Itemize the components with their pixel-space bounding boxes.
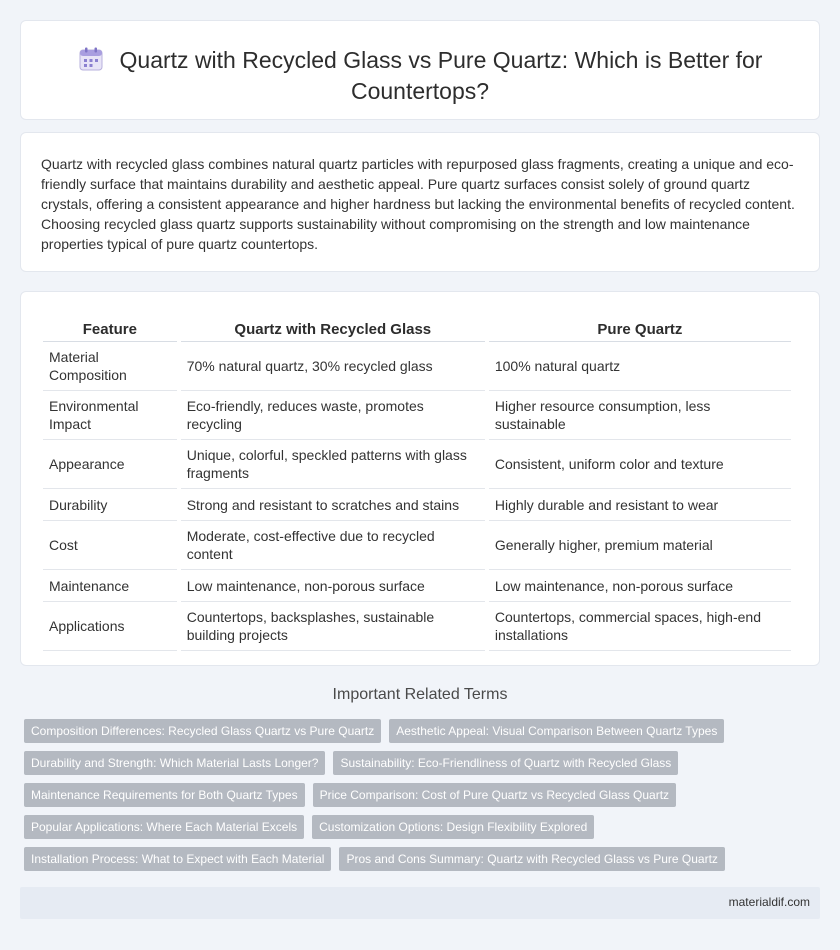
- recycled-glass-cell: Moderate, cost-effective due to recycled content: [181, 521, 485, 570]
- related-term-tag[interactable]: Sustainability: Eco-Friendliness of Quartz with Recycled Glass: [333, 751, 678, 775]
- pure-quartz-cell: Highly durable and resistant to wear: [489, 489, 791, 521]
- footer: [20, 887, 820, 919]
- related-term-tag[interactable]: Durability and Strength: Which Material Lasts Longer?: [24, 751, 325, 775]
- related-term-tag[interactable]: Customization Options: Design Flexibility Explored: [312, 815, 594, 839]
- comparison-table-card: [20, 291, 820, 666]
- related-term-tag[interactable]: Pros and Cons Summary: Quartz with Recycled Glass vs Pure Quartz: [339, 847, 724, 871]
- pure-quartz-cell: Generally higher, premium material: [489, 521, 791, 570]
- recycled-glass-cell: Eco-friendly, reduces waste, promotes recycling: [181, 391, 485, 440]
- related-term-tag[interactable]: Maintenance Requirements for Both Quartz Types: [24, 783, 305, 807]
- feature-cell: Environmental Impact: [43, 391, 177, 440]
- table-row: [43, 521, 791, 570]
- table-row: [43, 602, 791, 651]
- footer-site-link[interactable]: materialdif.com: [728, 895, 810, 909]
- feature-cell: Cost: [43, 521, 177, 570]
- pure-quartz-cell: Countertops, commercial spaces, high-end installations: [489, 602, 791, 651]
- pure-quartz-cell: Consistent, uniform color and texture: [489, 440, 791, 489]
- recycled-glass-cell: Unique, colorful, speckled patterns with glass fragments: [181, 440, 485, 489]
- feature-cell: Maintenance: [43, 570, 177, 602]
- related-term-tag[interactable]: Composition Differences: Recycled Glass Quartz vs Pure Quartz: [24, 719, 381, 743]
- table-row: [43, 440, 791, 489]
- recycled-glass-cell: Low maintenance, non-porous surface: [181, 570, 485, 602]
- recycled-glass-cell: Strong and resistant to scratches and stains: [181, 489, 485, 521]
- related-terms-tags: [24, 719, 824, 879]
- header-feature: Feature: [43, 312, 177, 342]
- recycled-glass-cell: Countertops, backsplashes, sustainable building projects: [181, 602, 485, 651]
- table-header-row: [43, 312, 791, 342]
- related-term-tag[interactable]: Popular Applications: Where Each Material Excels: [24, 815, 304, 839]
- header-card: [20, 20, 820, 120]
- intro-card: [20, 132, 820, 272]
- related-terms-title: Important Related Terms: [332, 686, 508, 703]
- feature-cell: Durability: [43, 489, 177, 521]
- pure-quartz-cell: Low maintenance, non-porous surface: [489, 570, 791, 602]
- related-term-tag[interactable]: Price Comparison: Cost of Pure Quartz vs Recycled Glass Quartz: [313, 783, 676, 807]
- page-title: Quartz with Recycled Glass vs Pure Quartz: Which is Better for Countertops?: [119, 47, 763, 104]
- feature-cell: Applications: [43, 602, 177, 651]
- feature-cell: Appearance: [43, 440, 177, 489]
- pure-quartz-cell: Higher resource consumption, less sustainable: [489, 391, 791, 440]
- pure-quartz-cell: 100% natural quartz: [489, 342, 791, 391]
- feature-cell: Material Composition: [43, 342, 177, 391]
- recycled-glass-cell: 70% natural quartz, 30% recycled glass: [181, 342, 485, 391]
- header-pure-quartz: Pure Quartz: [489, 312, 791, 342]
- table-row: [43, 342, 791, 391]
- related-term-tag[interactable]: Aesthetic Appeal: Visual Comparison Between Quartz Types: [389, 719, 724, 743]
- table-row: [43, 391, 791, 440]
- header-recycled-glass: Quartz with Recycled Glass: [181, 312, 485, 342]
- comparison-table: [39, 312, 795, 651]
- table-row: [43, 489, 791, 521]
- intro-paragraph: Quartz with recycled glass combines natural quartz particles with repurposed glass fragments, creating a unique and eco-friendly surface that maintains durability and aesthetic appeal. Pure quartz surfaces consist solely of ground quartz crystals, offering a consistent appearance and higher hardness but lacking the environmental benefits of recycled content. Choosing recycled glass quartz supports sustainability without compromising on the strength and low maintenance properties typical of pure quartz countertops.: [41, 156, 795, 252]
- calendar-icon: [78, 46, 104, 72]
- related-term-tag[interactable]: Installation Process: What to Expect with Each Material: [24, 847, 331, 871]
- table-row: [43, 570, 791, 602]
